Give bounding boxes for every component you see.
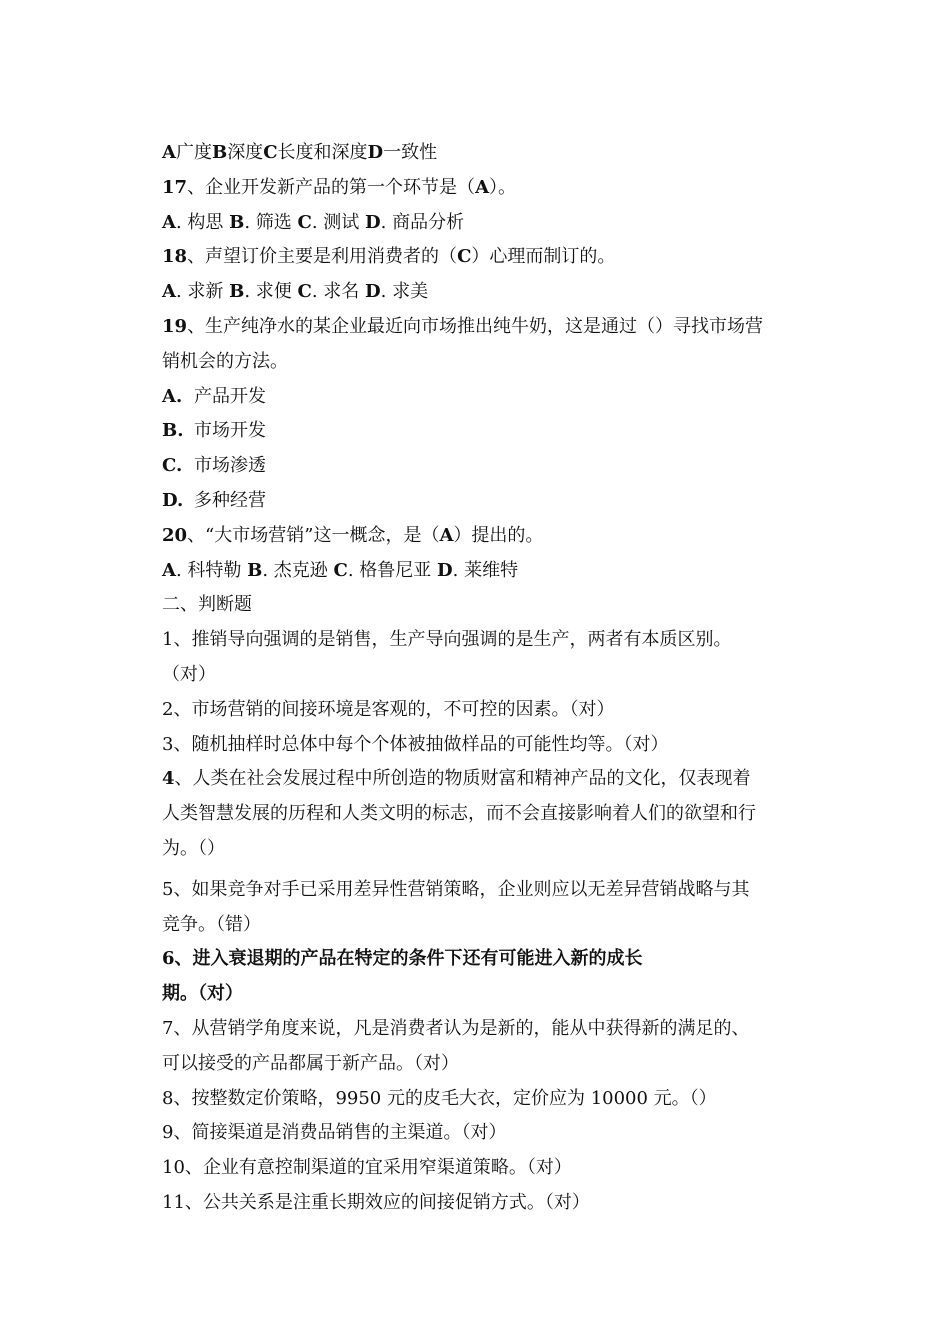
option-label: A. bbox=[162, 385, 183, 407]
bold-segment: C bbox=[457, 246, 472, 268]
text-line bbox=[162, 623, 830, 658]
text-segment: 、声望订价主要是利用消费者的（ bbox=[187, 246, 458, 268]
text-segment: 8、按整数定价策略，9950 元的皮毛大衣，定价应为 10000 元。（） bbox=[162, 1087, 717, 1109]
text-segment: 5、如果竞争对手已采用差异性营销策略，企业则应以无差异营销战略与其 bbox=[162, 878, 750, 900]
text-segment: 、人类在社会发展过程中所创造的物质财富和精神产品的文化，仅表现着 bbox=[174, 768, 751, 790]
text-line bbox=[162, 206, 830, 241]
text-line bbox=[162, 942, 830, 977]
text-line bbox=[162, 908, 830, 943]
text-line bbox=[162, 171, 830, 206]
text-line bbox=[162, 1116, 830, 1151]
text-line bbox=[162, 762, 830, 797]
text-segment: . 科特勒 bbox=[175, 559, 248, 581]
text-segment: 一致性 bbox=[383, 142, 438, 163]
text-segment: 多种经营 bbox=[194, 489, 266, 511]
bold-segment: A bbox=[162, 211, 176, 233]
text-line bbox=[162, 380, 830, 415]
text-line bbox=[162, 693, 830, 728]
text-segment: 人类智慧发展的历程和人类文明的标志，而不会直接影响着人们的欲望和行 bbox=[162, 803, 756, 825]
text-line bbox=[162, 977, 830, 1012]
text-segment: . 测试 bbox=[311, 211, 366, 233]
text-segment: 产品开发 bbox=[194, 385, 266, 407]
text-line bbox=[162, 658, 830, 693]
bold-segment: 4 bbox=[162, 768, 175, 790]
text-segment: 1、推销导向强调的是销售，生产导向强调的是生产，两者有本质区别。 bbox=[162, 629, 732, 651]
text-line bbox=[162, 832, 830, 867]
text-line bbox=[162, 345, 830, 380]
text-segment: . 格鲁尼亚 bbox=[347, 559, 438, 581]
bold-segment: C bbox=[263, 142, 278, 163]
text-segment: . 求美 bbox=[380, 281, 429, 303]
option-label: C. bbox=[162, 455, 183, 477]
text-line bbox=[162, 873, 830, 908]
text-segment: 7、从营销学角度来说，凡是消费者认为是新的，能从中获得新的满足的、 bbox=[162, 1017, 750, 1039]
text-segment: 广度 bbox=[175, 142, 212, 163]
text-segment: 长度和深度 bbox=[277, 142, 368, 163]
bold-segment: C bbox=[333, 559, 348, 581]
text-segment: . 杰克逊 bbox=[262, 559, 334, 581]
text-line bbox=[162, 1186, 830, 1221]
text-segment: . 求便 bbox=[244, 281, 298, 303]
text-line bbox=[162, 240, 830, 275]
text-segment: 9、简接渠道是消费品销售的主渠道。（对） bbox=[162, 1122, 507, 1144]
option-label: B. bbox=[162, 420, 184, 442]
text-segment: ）心理而制订的。 bbox=[471, 246, 616, 268]
bold-segment: B bbox=[229, 211, 245, 233]
bold-segment: B bbox=[229, 281, 245, 303]
text-line bbox=[162, 1082, 830, 1117]
bold-segment: B bbox=[247, 559, 263, 581]
bold-segment: D bbox=[437, 559, 453, 581]
text-line bbox=[162, 136, 830, 171]
text-line bbox=[162, 797, 830, 832]
text-segment: . 求新 bbox=[175, 281, 230, 303]
text-segment: . 莱维特 bbox=[452, 559, 519, 581]
bold-segment: 19 bbox=[162, 315, 188, 337]
bold-segment: D bbox=[365, 211, 381, 233]
text-segment: . 求名 bbox=[311, 281, 366, 303]
text-line bbox=[162, 554, 830, 589]
text-segment: 、“大市场营销”这一概念，是（ bbox=[187, 524, 440, 546]
text-segment: 为。（） bbox=[162, 837, 225, 859]
text-segment: ）提出的。 bbox=[453, 524, 544, 546]
text-segment: 二、判断题 bbox=[162, 594, 252, 616]
text-line bbox=[162, 1151, 830, 1186]
text-segment: ）。 bbox=[489, 176, 517, 198]
text-line bbox=[162, 449, 830, 484]
bold-segment: A bbox=[439, 524, 454, 546]
bold-segment: 18 bbox=[162, 246, 188, 268]
text-segment: 深度 bbox=[227, 142, 264, 163]
text-line bbox=[162, 310, 830, 345]
text-segment: 2、市场营销的间接环境是客观的，不可控的因素。（对） bbox=[162, 698, 615, 720]
option-label: D. bbox=[162, 489, 184, 511]
bold-segment: 17 bbox=[162, 176, 188, 198]
text-segment: 销机会的方法。 bbox=[162, 350, 288, 372]
text-line bbox=[162, 275, 830, 310]
bold-segment: D bbox=[365, 281, 381, 303]
bold-segment: A bbox=[162, 142, 176, 163]
text-segment: . 筛选 bbox=[244, 211, 298, 233]
bold-segment: B bbox=[211, 142, 228, 163]
text-segment: 、企业开发新产品的第一个环节是（ bbox=[187, 176, 476, 198]
text-line bbox=[162, 588, 830, 623]
bold-segment: 20 bbox=[162, 524, 188, 546]
text-segment: 11、公共关系是注重长期效应的间接促销方式。（对） bbox=[162, 1191, 590, 1213]
text-segment: 10、企业有意控制渠道的宜采用窄渠道策略。（对） bbox=[162, 1157, 572, 1179]
text-segment: 、生产纯净水的某企业最近向市场推出纯牛奶，这是通过（）寻找市场营 bbox=[187, 315, 764, 337]
text-segment: （对） bbox=[162, 663, 216, 685]
text-line bbox=[162, 728, 830, 763]
text-segment: 可以接受的产品都属于新产品。（对） bbox=[162, 1052, 459, 1074]
bold-segment: A bbox=[162, 281, 176, 303]
text-line bbox=[162, 1012, 830, 1047]
text-segment: 市场渗透 bbox=[194, 455, 266, 477]
text-segment: 期。（对） bbox=[162, 983, 243, 1005]
bold-segment: C bbox=[297, 281, 312, 303]
text-segment: . 商品分析 bbox=[380, 211, 465, 233]
text-segment: 市场开发 bbox=[194, 420, 266, 442]
text-segment: . 构思 bbox=[175, 211, 230, 233]
text-line bbox=[162, 519, 830, 554]
text-segment: 6、进入衰退期的产品在特定的条件下还有可能进入新的成长 bbox=[162, 948, 643, 970]
bold-segment: C bbox=[297, 211, 312, 233]
bold-segment: A bbox=[475, 176, 490, 198]
bold-segment: D bbox=[367, 142, 384, 163]
text-line bbox=[162, 414, 830, 449]
text-line bbox=[162, 1047, 830, 1082]
text-line bbox=[162, 484, 830, 519]
bold-segment: A bbox=[162, 559, 176, 581]
text-segment: 3、随机抽样时总体中每个个体被抽做样品的可能性均等。（对） bbox=[162, 733, 669, 755]
text-segment: 竞争。（错） bbox=[162, 913, 261, 935]
document-body bbox=[162, 136, 830, 1221]
